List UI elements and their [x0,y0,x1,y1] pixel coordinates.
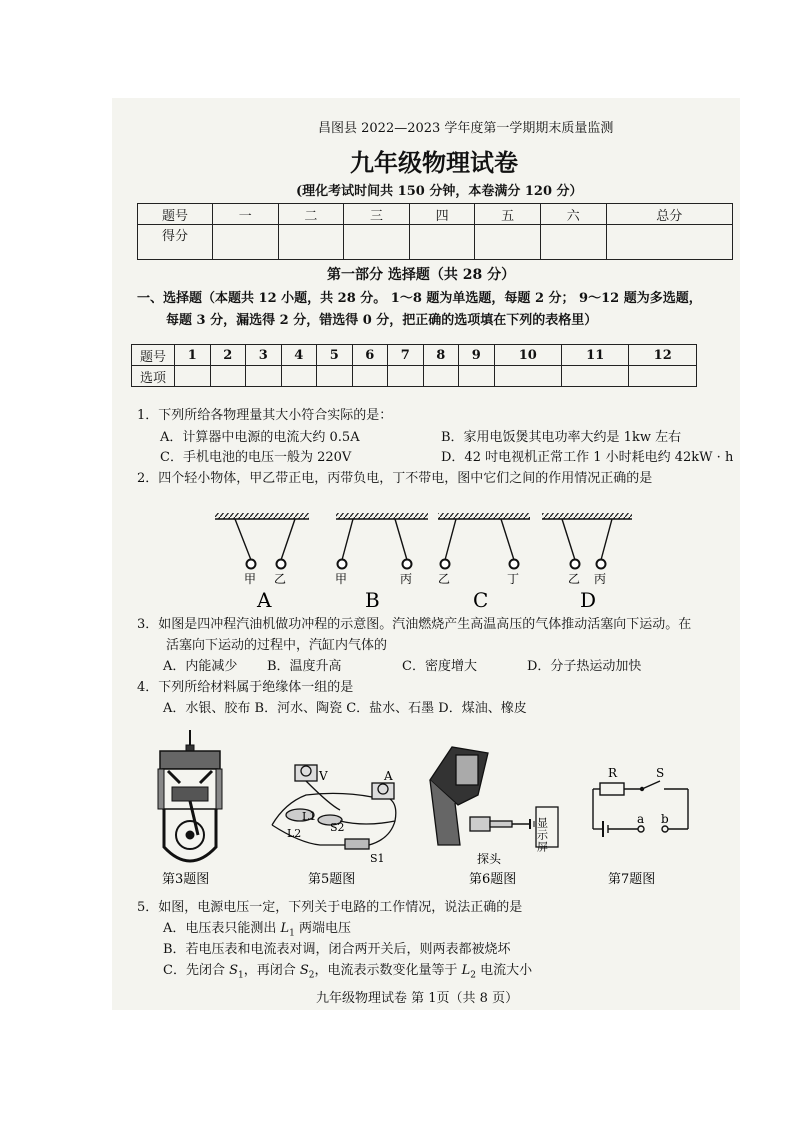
q5-c-sub-1: 1 [238,970,244,981]
q3-stem: 3．如图是四冲程汽油机做功冲程的示意图。汽油燃烧产生高温高压的气体推动活塞向下运动。在 [137,617,692,632]
q1-option-d: D．42 吋电视机正常工作 1 小时耗电约 42kW · h [441,450,734,465]
fig5-ammeter-label: A [384,769,393,783]
q3-stem-cont: 活塞向下运动的过程中，汽缸内气体的 [166,638,388,653]
fig3-caption: 第3题图 [162,872,210,887]
score-col: 五 [475,204,541,225]
q4-options: A．水银、胶布 B．河水、陶瓷 C．盐水、石墨 D．煤油、橡皮 [163,701,527,716]
q1-option-b: B．家用电饭煲其电功率大约是 1kw 左右 [441,430,682,445]
q3-option-c: C．密度增大 [402,659,477,674]
q3-option-b: B．温度升高 [267,659,342,674]
fig7-a-label: a [637,812,645,826]
q5-stem: 5．如图，电源电压一定，下列关于电路的工作情况，说法正确的是 [137,900,523,915]
answer-cell [352,366,388,387]
fig5-l2-label: L2 [287,827,302,840]
q5-a-text-post: 两端电压 [294,921,352,936]
answer-cell [561,366,628,387]
score-col: 总分 [606,204,732,225]
score-cell [540,225,606,260]
score-table [137,203,733,260]
q5-c-text-3: ，电流表示数变化量等于 [314,963,462,978]
answer-cell [281,366,317,387]
q2-a-ball-2-label: 乙 [274,572,287,586]
q5-c-l-symbol: L [461,963,471,978]
score-col: 一 [213,204,279,225]
q5-option-b: B．若电压表和电流表对调，闭合两开关后，则两表都被烧坏 [163,942,511,957]
answer-col: 6 [352,345,388,366]
q2-diagram-d [542,513,632,612]
answer-col: 9 [459,345,495,366]
score-cell [409,225,475,260]
q2-b-ball-1-label: 甲 [335,572,348,586]
score-cell [278,225,344,260]
fig5-caption: 第5题图 [308,872,356,887]
q2-diagram-a [215,513,309,612]
answer-col: 3 [246,345,282,366]
answer-table-row-label: 选项 [132,366,175,387]
q2-diagram-b [335,513,428,612]
fig7-s-label: S [656,766,665,780]
answer-table-header: 题号 [132,345,175,366]
part1-instruction: 一、选择题（本题共 12 小题，共 28 分。 1～8 题为单选题，每题 2 分； 9～12 题为多选题， [137,291,702,306]
q5-c-text-4: 电流大小 [476,963,533,978]
q2-d-letter: D [580,588,597,612]
q2-c-letter: C [473,588,489,612]
q2-c-ball-1-label: 乙 [438,572,451,586]
q1-option-a: A．计算器中电源的电流大约 0.5A [160,430,360,445]
answer-col: 5 [317,345,353,366]
q2-b-letter: B [365,588,380,612]
q2-c-ball-2-label: 丁 [507,572,520,586]
answer-col: 11 [561,345,628,366]
answer-cell [388,366,424,387]
answer-cell [459,366,495,387]
answer-cell [494,366,561,387]
q1-option-c: C．手机电池的电压一般为 220V [160,450,352,465]
q5-c-text-2: ，再闭合 [243,963,300,978]
fig3-engine-diagram [158,730,222,861]
q5-a-text-pre: A．电压表只能测出 [163,921,281,936]
answer-table [131,344,697,387]
q4-stem: 4．下列所给材料属于绝缘体一组的是 [137,680,354,695]
q2-diagram-c [438,513,530,612]
q2-a-letter: A [257,588,272,612]
score-col: 四 [409,204,475,225]
fig7-b-label: b [661,812,669,826]
score-cell [213,225,279,260]
q5-c-sub-3: 2 [470,970,477,981]
score-col: 三 [344,204,410,225]
answer-col: 12 [629,345,697,366]
answer-col: 7 [388,345,424,366]
q3-option-d: D．分子热运动加快 [527,659,642,674]
q2-b-ball-2-label: 丙 [400,572,413,586]
fig5-s2-label: S2 [330,821,345,834]
fig7-r-label: R [608,766,618,780]
q5-c-s2-symbol: S [299,963,309,978]
score-col: 六 [540,204,606,225]
q5-c-text-1: C．先闭合 [163,963,230,978]
score-col: 二 [278,204,344,225]
fig5-s1-label: S1 [370,852,385,865]
answer-col: 10 [494,345,561,366]
answer-col: 4 [281,345,317,366]
part1-instruction-cont: 每题 3 分，漏选得 2 分，错选得 0 分，把正确的选项填在下列的表格里） [166,313,598,328]
score-cell [475,225,541,260]
q5-a-symbol: L [280,921,290,936]
q5-option-c [163,959,532,981]
exam-title: 九年级物理试卷 [350,148,518,177]
answer-col: 8 [423,345,459,366]
score-table-row-label: 得分 [138,225,213,260]
q2-d-ball-2-label: 丙 [594,572,607,586]
score-cell [606,225,732,260]
score-cell [344,225,410,260]
answer-cell [175,366,211,387]
fig7-caption: 第7题图 [608,872,656,887]
fig7-circuit-diagram [593,781,688,837]
q2-a-ball-1-label: 甲 [244,572,257,586]
q1-stem: 1．下列所给各物理量其大小符合实际的是： [137,408,393,423]
q5-option-a [163,917,351,939]
answer-cell [210,366,246,387]
q2-figure [0,505,794,625]
q5-a-sub: 1 [289,928,295,939]
q2-d-ball-1-label: 乙 [568,572,581,586]
fig6-screen-label: 显示屏 [535,817,549,853]
exam-note: (理化考试时间共 150 分钟，本卷满分 120 分） [296,184,583,199]
score-table-header: 题号 [138,204,213,225]
q5-c-s-symbol: S [229,963,238,978]
fig5-l1-label: L1 [302,810,317,823]
q3-option-a: A．内能减少 [163,659,238,674]
fig5-voltmeter-label: V [319,769,328,783]
answer-cell [317,366,353,387]
fig6-caption: 第6题图 [469,872,517,887]
q5-c-sub-2: 2 [308,970,315,981]
answer-cell [629,366,697,387]
figure-row [0,725,794,885]
answer-cell [246,366,282,387]
page-footer: 九年级物理试卷 第 1页（共 8 页） [316,991,519,1006]
part1-heading: 第一部分 选择题（共 28 分） [327,267,516,283]
answer-cell [423,366,459,387]
answer-col: 2 [210,345,246,366]
q2-stem: 2．四个轻小物体，甲乙带正电，丙带负电，丁不带电，图中它们之间的作用情况正确的是 [137,471,653,486]
answer-col: 1 [175,345,211,366]
exam-subtitle: 昌图县 2022—2023 学年度第一学期期末质量监测 [318,121,614,136]
fig6-probe-label: 探头 [477,852,502,866]
